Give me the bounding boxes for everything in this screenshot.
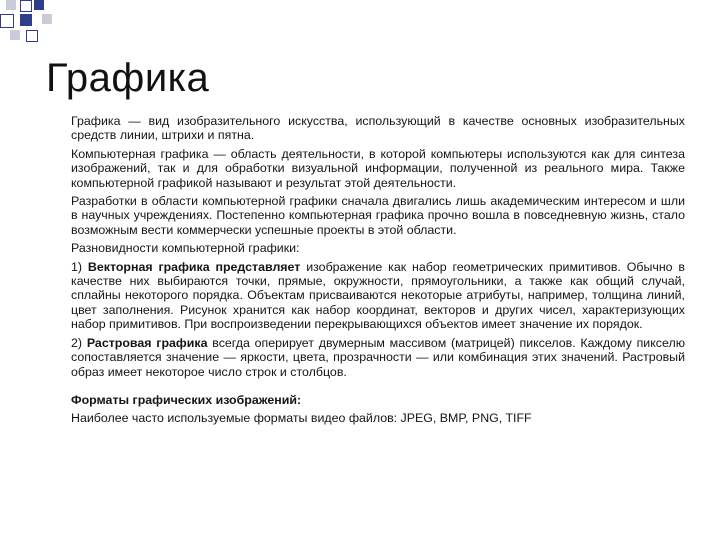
deco-square-outline bbox=[0, 14, 14, 28]
deco-square-outline bbox=[26, 30, 38, 42]
deco-square-blue bbox=[34, 0, 44, 10]
paragraph-types-heading: Разновидности компьютерной графики: bbox=[71, 241, 300, 256]
formats-heading-text: Форматы графических изображений: bbox=[71, 392, 302, 407]
slide-body bbox=[71, 114, 685, 430]
corner-decoration bbox=[0, 0, 60, 45]
formats-heading bbox=[71, 393, 685, 407]
raster-description: всегда оперирует двумерным массивом (матрицей) пикселов. Каждому пикселю сопоставляется значение — яркости, цвета, прозрачности — или комбинация этих значений. Растровый образ имеет некоторое число строк и столбцов. bbox=[71, 335, 685, 379]
paragraph-raster-graphics bbox=[71, 336, 685, 379]
paragraph-computer-graphics: Компьютерная графика — область деятельности, в которой компьютеры используются как для синтеза изображений, так и для обработки визуальной информации, полученной из реального мира. Также компьютерной графикой называют и результат этой деятельности. bbox=[71, 146, 685, 190]
deco-square-blue bbox=[20, 14, 32, 26]
deco-square-gray bbox=[42, 14, 52, 24]
list-number: 1) bbox=[71, 259, 83, 274]
paragraph-definition: Графика — вид изобразительного искусства, использующий в качестве основных изобразительных средств линии, штрихи и пятна. bbox=[71, 114, 685, 143]
deco-square-gray bbox=[6, 0, 16, 10]
vector-description: изображение как набор геометрических примитивов. Обычно в качестве них выбираются точки, прямые, окружности, прямоугольники, а также как общий случай, сплайны некоторого порядка. Объектам присваиваются некоторые атрибуты, например, толщина линий, цвет заполнения. Рисунок хранится как набор координат, векторов и других чисел, характеризующих набор примитивов. При воспроизведении перекрывающихся объектов имеет значение их порядок. bbox=[71, 259, 686, 332]
paragraph-vector-graphics bbox=[71, 260, 685, 332]
paragraph-history: Разработки в области компьютерной графики сначала двигались лишь академическим интересом и шли в научных учреждениях. Постепенно компьютерная графика прочно вошла в повседневную жизнь, стало возможным вести коммерчески успешные проекты в этой области. bbox=[71, 194, 685, 237]
term-raster-graphics: Растровая графика bbox=[86, 335, 208, 350]
slide-title: Графика bbox=[46, 56, 210, 100]
term-vector-graphics: Векторная графика представляет bbox=[87, 259, 301, 274]
deco-square-outline bbox=[20, 0, 32, 12]
list-number: 2) bbox=[71, 335, 83, 350]
deco-square-gray bbox=[10, 30, 20, 40]
formats-text: Наиболее часто используемые форматы видео файлов: JPEG, BMP, PNG, TIFF bbox=[71, 411, 532, 426]
